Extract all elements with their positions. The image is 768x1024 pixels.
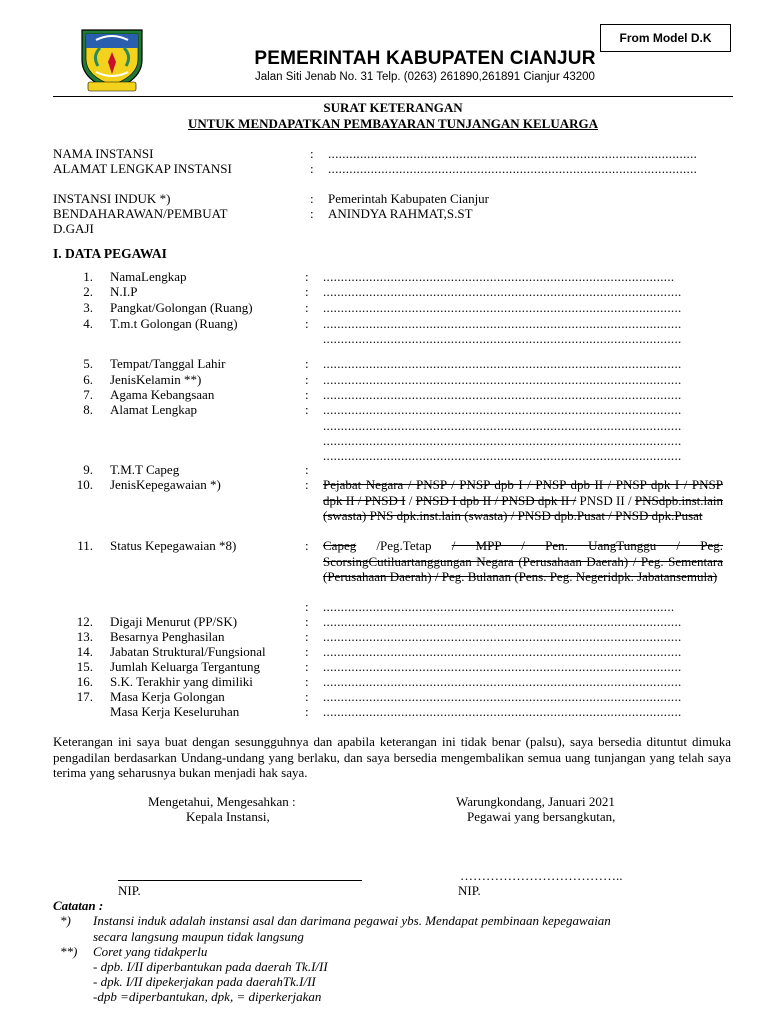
status-kepegawaian-options xyxy=(323,538,723,585)
item-label-masa-kerja-keseluruhan: Masa Kerja Keseluruhan xyxy=(110,704,240,719)
note-2-text-cont: - dpb. I/II diperbantukan pada daerah Tk.I/II xyxy=(93,959,328,974)
bendahara-label: BENDAHARAWAN/PEMBUAT xyxy=(53,206,228,221)
item-number: 6. xyxy=(83,372,93,387)
note-2-text: Coret yang tidakperlu xyxy=(93,944,208,959)
field-tmt-golongan[interactable]: ..................................................................................................... xyxy=(323,316,682,331)
item-label-ttl: Tempat/Tanggal Lahir xyxy=(110,356,226,371)
item-number: 16. xyxy=(76,674,93,689)
item-label-jumlah-keluarga: Jumlah Keluarga Tergantung xyxy=(110,659,261,674)
item-number: 14. xyxy=(76,644,93,659)
colon: : xyxy=(310,206,314,221)
item-number: 7. xyxy=(83,387,93,402)
field-alamat-cont[interactable]: ..................................................................................................... xyxy=(323,418,682,433)
item-label-tmt-golongan: T.m.t Golongan (Ruang) xyxy=(110,316,238,331)
item-label-masa-kerja-golongan: Masa Kerja Golongan xyxy=(110,689,225,704)
field-pangkat[interactable]: ..................................................................................................... xyxy=(323,300,682,315)
note-mark: **) xyxy=(60,944,78,959)
note-2-text-cont: -dpb =diperbantukan, dpk, = diperkerjakan xyxy=(93,989,322,1004)
sign-left-role: Kepala Instansi, xyxy=(186,809,270,824)
field-ttl[interactable]: ..................................................................................................... xyxy=(323,356,682,371)
instansi-induk-label: INSTANSI INDUK *) xyxy=(53,191,171,206)
colon: : xyxy=(305,629,309,644)
option-struck: Capeg xyxy=(323,538,357,553)
note-1-text-cont: secara langsung maupun tidak langsung xyxy=(93,929,304,944)
item-label-nip: N.I.P xyxy=(110,284,138,299)
colon: : xyxy=(310,146,314,161)
field-penghasilan[interactable]: ..................................................................................................... xyxy=(323,629,682,644)
item-number: 17. xyxy=(76,689,93,704)
nama-instansi-field[interactable]: ........................................................................................................ xyxy=(328,146,698,161)
item-label-jenis-kepegawaian: JenisKepegawaian *) xyxy=(110,477,221,492)
nama-instansi-label: NAMA INSTANSI xyxy=(53,146,154,161)
field-alamat[interactable]: ..................................................................................................... xyxy=(323,402,682,417)
option-selected: /Peg.Tetap xyxy=(356,538,452,553)
colon: : xyxy=(305,689,309,704)
field-status-extra[interactable]: ................................................................................................... xyxy=(323,599,675,614)
colon: : xyxy=(305,614,309,629)
option-separator: / xyxy=(405,492,416,508)
header-address: Jalan Siti Jenab No. 31 Telp. (0263) 261890,261891 Cianjur 43200 xyxy=(255,71,595,83)
jenis-kepegawaian-options xyxy=(323,477,723,524)
item-number: 1. xyxy=(83,269,93,284)
item-label-tmt-capeg: T.M.T Capeg xyxy=(110,462,180,477)
header-divider xyxy=(53,96,733,97)
notes-title: Catatan : xyxy=(53,898,104,913)
signature-line-left[interactable] xyxy=(118,880,362,881)
header-title: PEMERINTAH KABUPATEN CIANJUR xyxy=(254,48,596,69)
option-struck: Pejabat Negara / PNSP / PNSP dpb I / PNSP dpb II / PNSP dpk I / PNSP dpk II / PNSD I xyxy=(323,477,723,508)
sign-right-place-date: Warungkondang, Januari 2021 xyxy=(456,794,615,809)
option-struck: PNSdpb.inst.lain (swasta) PNS dpk.inst.lain (swasta) / PNSD dpb.Pusat / PNSD dpk.Pusat xyxy=(323,492,724,523)
item-label-penghasilan: Besarnya Penghasilan xyxy=(110,629,225,644)
field-digaji[interactable]: ..................................................................................................... xyxy=(323,614,682,629)
item-label-sk-terakhir: S.K. Terakhir yang dimiliki xyxy=(110,674,253,689)
nip-left-label: NIP. xyxy=(118,883,141,898)
colon: : xyxy=(305,538,309,553)
item-number: 2. xyxy=(83,284,93,299)
item-label-jabatan: Jabatan Struktural/Fungsional xyxy=(110,644,266,659)
field-alamat-cont[interactable]: ..................................................................................................... xyxy=(323,448,682,463)
item-label-status-kepegawaian: Status Kepegawaian *8) xyxy=(110,538,237,553)
item-number: 12. xyxy=(76,614,93,629)
item-label-jenis-kelamin: JenisKelamin **) xyxy=(110,372,202,387)
colon: : xyxy=(305,284,309,299)
colon: : xyxy=(310,161,314,176)
item-number: 11. xyxy=(77,538,93,553)
section-data-pegawai-title: I. DATA PEGAWAI xyxy=(53,246,167,261)
field-alamat-cont[interactable]: ..................................................................................................... xyxy=(323,433,682,448)
colon: : xyxy=(310,191,314,206)
field-jumlah-keluarga[interactable]: ..................................................................................................... xyxy=(323,659,682,674)
signature-dots-right[interactable]: ……………………………….. xyxy=(460,868,623,883)
colon: : xyxy=(305,659,309,674)
item-number: 9. xyxy=(83,462,93,477)
option-struck: / MPP / Pen. UangTunggu / Peg. ScorsingCutiluartanggungan Negara (Perusahaan Daerah) / Peg. Sementara (Perusahaan Daerah) / Peg. Bulanan (Pens. Peg. Negeridpk. Jabatansemula) xyxy=(323,538,724,584)
option-struck: PNSD I dpb II / PNSD dpk II / xyxy=(415,492,577,508)
sign-left-heading: Mengetahui, Mengesahkan : xyxy=(148,794,296,809)
item-label-pangkat: Pangkat/Golongan (Ruang) xyxy=(110,300,253,315)
item-number: 10. xyxy=(76,477,93,492)
colon: : xyxy=(305,644,309,659)
item-number: 13. xyxy=(76,629,93,644)
item-label-alamat: Alamat Lengkap xyxy=(110,402,197,417)
form-model-label: From Model D.K xyxy=(600,24,731,52)
item-number: 8. xyxy=(83,402,93,417)
field-jabatan[interactable]: ..................................................................................................... xyxy=(323,644,682,659)
option-selected: PNSD II / xyxy=(576,492,635,508)
field-masa-kerja-golongan[interactable]: ..................................................................................................... xyxy=(323,689,682,704)
field-masa-kerja-keseluruhan[interactable]: ..................................................................................................... xyxy=(323,704,682,719)
colon: : xyxy=(305,674,309,689)
item-number: 5. xyxy=(83,356,93,371)
item-number: 4. xyxy=(83,316,93,331)
colon: : xyxy=(305,704,309,719)
colon: : xyxy=(305,402,309,417)
field-nip[interactable]: ..................................................................................................... xyxy=(323,284,682,299)
colon: : xyxy=(305,269,309,284)
colon: : xyxy=(305,356,309,371)
nip-right-label: NIP. xyxy=(458,883,481,898)
colon: : xyxy=(305,372,309,387)
alamat-instansi-field[interactable]: ........................................................................................................ xyxy=(328,161,698,176)
colon: : xyxy=(305,477,309,492)
field-jenis-kelamin[interactable]: ..................................................................................................... xyxy=(323,372,682,387)
colon: : xyxy=(305,316,309,331)
instansi-induk-value: Pemerintah Kabupaten Cianjur xyxy=(328,191,490,206)
item-label-nama: NamaLengkap xyxy=(110,269,187,284)
colon: : xyxy=(305,300,309,315)
sign-right-role: Pegawai yang bersangkutan, xyxy=(467,809,616,824)
bendahara-label-cont: D.GAJI xyxy=(53,221,94,236)
item-label-digaji: Digaji Menurut (PP/SK) xyxy=(110,614,238,629)
note-2-text-cont: - dpk. I/II dipekerjakan pada daerahTk.I/II xyxy=(93,974,316,989)
field-agama[interactable]: ..................................................................................................... xyxy=(323,387,682,402)
colon: : xyxy=(305,462,309,477)
bendahara-value: ANINDYA RAHMAT,S.ST xyxy=(328,206,473,221)
document-title: SURAT KETERANGAN xyxy=(323,100,463,115)
note-mark: *) xyxy=(60,913,71,928)
regency-coat-of-arms-logo xyxy=(74,26,150,94)
note-1-text: Instansi induk adalah instansi asal dan darimana pegawai ybs. Mendapat pembinaan kepegawaian xyxy=(93,913,611,928)
item-label-agama: Agama Kebangsaan xyxy=(110,387,215,402)
alamat-instansi-label: ALAMAT LENGKAP INSTANSI xyxy=(53,161,232,176)
field-tmt-golongan-cont[interactable]: ..................................................................................................... xyxy=(323,331,682,346)
statement-paragraph: Keterangan ini saya buat dengan sesungguhnya dan apabila keterangan ini tidak benar (palsu), saya bersedia dituntut dimuka pengadilan berdasarkan Undang-undang yang berlaku, dan saya bersedia mengembalikan semua uang tunjangan yang telah saya terima yang seharusnya bukan menjadi hak saya. xyxy=(53,734,731,780)
item-number: 3. xyxy=(83,300,93,315)
colon: : xyxy=(305,387,309,402)
field-sk-terakhir[interactable]: ..................................................................................................... xyxy=(323,674,682,689)
colon: : xyxy=(305,599,309,614)
field-nama[interactable]: ................................................................................................... xyxy=(323,269,675,284)
document-subtitle: UNTUK MENDAPATKAN PEMBAYARAN TUNJANGAN KELUARGA xyxy=(187,116,598,131)
item-number: 15. xyxy=(76,659,93,674)
